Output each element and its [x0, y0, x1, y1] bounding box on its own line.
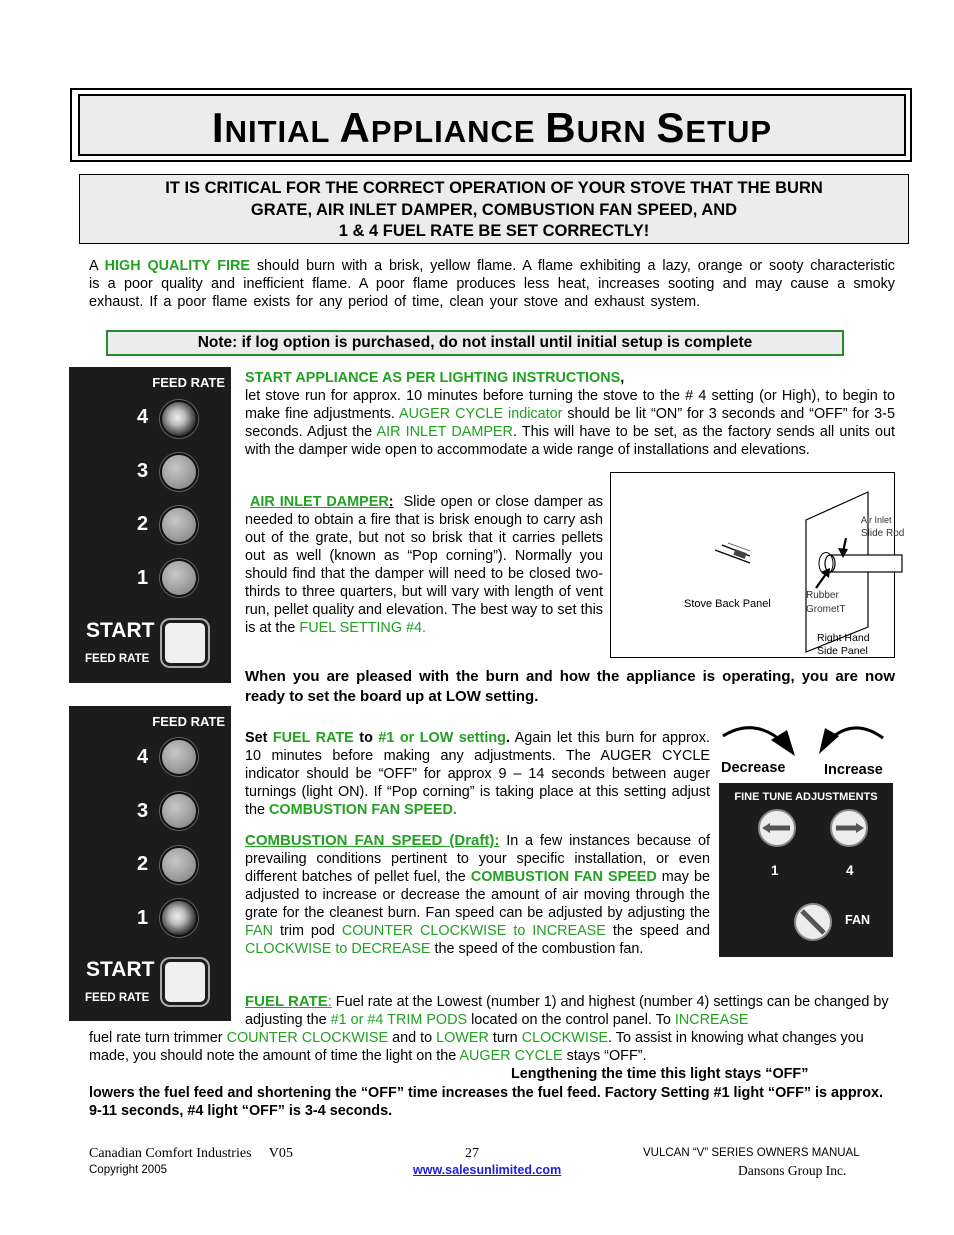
setting-4-label: 4 — [137, 746, 149, 768]
fan-speed-section: COMBUSTION FAN SPEED (Draft): In a few instances because of prevailing conditions pertinent to your specific installation, or even different batches of pellet fuel, the COMBUSTION FAN SPEED may be adjusted to increase or decrease the amount of air moving through the grate for the cleanest burn. Fan speed can be adjusted by adjusting the FAN trim pod COUNTER CLOCKWISE to INCREASE the speed and CLOCKWISE to DECREASE the speed of the combustion fan. — [245, 832, 710, 957]
trim-pod-4-knob[interactable] — [830, 809, 868, 847]
start-label: START — [86, 958, 155, 981]
fan-trim-knob[interactable] — [794, 903, 832, 941]
footer-copyright: Copyright 2005 — [89, 1164, 167, 1176]
page-title: INITIAL APPLIANCE BURN SETUP — [211, 104, 773, 151]
setting-3-led[interactable] — [160, 792, 198, 830]
rubber-label-2: GrometT — [806, 604, 846, 615]
fan-trim-label: FAN — [845, 913, 870, 927]
setting-2-led[interactable] — [160, 506, 198, 544]
feed-rate-label-bottom: FEED RATE — [85, 992, 150, 1004]
setting-3-led[interactable] — [160, 453, 198, 491]
setting-2-label: 2 — [137, 853, 149, 875]
damper-section: AIR INLET DAMPER: Slide open or close damper as needed to obtain a fire that is brisk enough to carry ash out of the grate, but not so brisk that it carries pellets out as well (known as “Pop corning”). Normally you should find that the damper will need to be closed two-thirds to three quarters, but will vary with length of vent run, pellet quality and elevation. The best way to set this is at the FUEL SETTING #4. — [245, 494, 603, 636]
setting-2-label: 2 — [137, 513, 149, 535]
footer-company-right: Dansons Group Inc. — [738, 1163, 847, 1178]
fuel-rate-section-top: FUEL RATE: Fuel rate at the Lowest (number 1) and highest (number 4) settings can be changed by adjusting the #1 or #4 TRIM PODS located on the control panel. To INCREASE — [245, 993, 889, 1028]
feed-rate-panel-low — [69, 706, 231, 1021]
log-option-note: Note: if log option is purchased, do not install until initial setup is complete — [106, 330, 844, 356]
title-frame — [78, 94, 906, 156]
setting-1-led[interactable] — [160, 899, 198, 937]
air-inlet-label-2: Slide Rod — [861, 528, 905, 539]
fan-heading: COMBUSTION FAN SPEED (Draft): — [245, 832, 500, 849]
right-hand-label-2: Side Panel — [817, 645, 868, 657]
rubber-label-1: Rubber — [806, 590, 839, 601]
setting-1-led[interactable] — [160, 559, 198, 597]
start-heading: START APPLIANCE AS PER LIGHTING INSTRUCTIONS — [245, 370, 621, 386]
setting-1-label: 1 — [137, 907, 149, 929]
damper-heading: AIR INLET DAMPER — [250, 494, 389, 510]
fuel-rate-bold-1: Lengthening the time this light stays “OFF” — [511, 1066, 809, 1082]
setting-1-label: 1 — [137, 567, 149, 589]
setting-2-led[interactable] — [160, 846, 198, 884]
critical-line-3: 1 & 4 FUEL RATE BE SET CORRECTLY! — [338, 222, 650, 240]
trim-pod-1-knob[interactable] — [758, 809, 796, 847]
feed-rate-panel-high — [69, 367, 231, 683]
start-section: START APPLIANCE AS PER LIGHTING INSTRUCTIONS, let stove run for approx. 10 minutes before turning the stove to the # 4 setting (or High), to begin to make fine adjustments. AUGER CYCLE indicator should be lit “ON” for 3 seconds and “OFF” for 3-5 seconds. Adjust the AIR INLET DAMPER. This will have to be set, as the factory sends all units out with the damper wide open to accommodate a wide range of installations and elevations. — [245, 370, 895, 458]
fuel-rate-bold-2: lowers the fuel feed and shortening the “OFF” time increases the fuel feed. Factory Setting #1 light “OFF” is approx. 9-11 seconds, #4 light “OFF” is 3-4 seconds. — [89, 1085, 884, 1119]
low-setting-section: Set FUEL RATE to #1 or LOW setting. Again let this burn for approx. 10 minutes before making any adjustments. The AUGER CYCLE indicator should be “OFF” for approx 9 – 14 seconds between auger turnings (light ON). If “Pop corning” is taking place at this setting adjust the COMBUSTION FAN SPEED. — [245, 730, 711, 818]
decrease-arrow-icon — [771, 730, 795, 756]
fuel-rate-heading: FUEL RATE — [245, 993, 328, 1010]
increase-arrow-icon — [819, 728, 839, 754]
critical-line-1: IT IS CRITICAL FOR THE CORRECT OPERATION OF YOUR STOVE THAT THE BURN — [165, 179, 823, 197]
damper-diagram — [610, 472, 905, 658]
page-number: 27 — [465, 1146, 479, 1161]
fine-tune-label: FINE TUNE ADJUSTMENTS — [734, 791, 878, 803]
increase-label: Increase — [824, 762, 883, 778]
start-label: START — [86, 619, 155, 642]
pleased-paragraph: When you are pleased with the burn and how the appliance is operating, you are now ready to set the board up at LOW setting. — [245, 668, 895, 705]
footer-company-left: Canadian Comfort Industries V05 — [89, 1146, 293, 1161]
fine-tune-panel — [719, 783, 893, 957]
trim-pod-1-label: 1 — [771, 863, 779, 878]
setting-4-led[interactable] — [160, 738, 198, 776]
stove-back-panel-label: Stove Back Panel — [684, 598, 771, 610]
trim-pod-4-label: 4 — [846, 863, 854, 878]
decrease-label: Decrease — [721, 760, 786, 776]
critical-warning-box — [79, 174, 909, 244]
feed-rate-label-bottom: FEED RATE — [85, 653, 150, 665]
high-quality-fire: HIGH QUALITY FIRE — [104, 258, 250, 274]
critical-line-2: GRATE, AIR INLET DAMPER, COMBUSTION FAN SPEED, AND — [250, 200, 738, 219]
intro-paragraph: A HIGH QUALITY FIRE should burn with a brisk, yellow flame. A flame exhibiting a lazy, orange or sooty characteristic is a poor quality and inefficient flame. A poor flame produces less heat, increases sooting and may cause a smoky exhaust. If a poor flame exists for any period of time, clean your stove and exhaust system. — [89, 258, 896, 310]
fuel-rate-section-body: fuel rate turn trimmer COUNTER CLOCKWISE and to LOWER turn CLOCKWISE. To assist in knowing what changes you made, you should note the amount of time the light on the AUGER CYCLE stays “OFF”. — [89, 1030, 864, 1064]
start-button[interactable] — [165, 962, 205, 1002]
feed-rate-label: FEED RATE — [152, 714, 225, 729]
footer-url-link[interactable]: www.salesunlimited.com — [413, 1163, 562, 1177]
setting-4-label: 4 — [137, 406, 149, 428]
right-hand-label-1: Right Hand — [817, 632, 870, 644]
start-button[interactable] — [165, 623, 205, 663]
footer-manual-title: VULCAN “V” SERIES OWNERS MANUAL — [643, 1147, 860, 1159]
setting-4-led[interactable] — [160, 400, 198, 438]
setting-3-label: 3 — [137, 460, 149, 482]
setting-3-label: 3 — [137, 800, 149, 822]
feed-rate-label: FEED RATE — [152, 375, 225, 390]
air-inlet-label-1: Air Inlet — [861, 515, 892, 525]
